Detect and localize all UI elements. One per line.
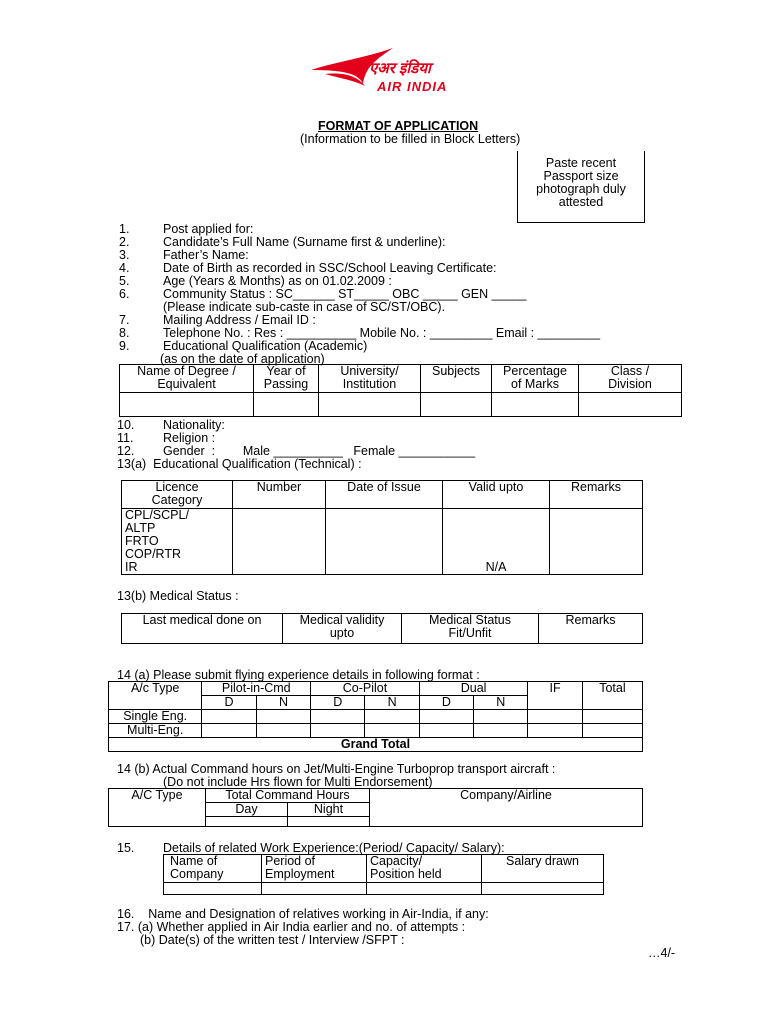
item-post-applied: Post applied for: [163, 222, 254, 236]
table-header: Medical Status Fit/Unfit [402, 614, 539, 644]
item-15: Details of related Work Experience:(Period/ Capacity/ Salary): [163, 841, 505, 855]
table-header: Name of Degree / Equivalent [120, 365, 254, 393]
table-cell: N/A [443, 509, 550, 575]
photo-box-line: attested [558, 195, 604, 209]
table-cell[interactable] [528, 710, 582, 724]
table-header: Class / Division [579, 365, 682, 393]
item-num: 9. [119, 339, 130, 353]
item-17b: (b) Date(s) of the written test / Interview /SFPT : [140, 933, 405, 947]
item-subcaste-note: (Please indicate sub-caste in case of SC/ST/OBC). [163, 300, 446, 314]
command-hours-table [108, 788, 643, 827]
table-cell[interactable] [579, 393, 682, 417]
page-title: FORMAT OF APPLICATION [318, 119, 479, 133]
table-header: Subjects [421, 365, 492, 393]
table-header: Capacity/ Position held [367, 855, 482, 883]
table-cell[interactable] [233, 509, 326, 575]
table-header: D [419, 696, 473, 710]
medical-table [121, 613, 643, 644]
item-num: 2. [119, 235, 130, 249]
air-india-logo [305, 40, 495, 100]
edu-table [119, 364, 682, 417]
photo-box [517, 151, 645, 223]
table-header: Day [206, 803, 288, 817]
table-cell[interactable] [582, 724, 642, 738]
item-religion: Religion : [163, 431, 216, 445]
table-cell: Single Eng. [109, 710, 202, 724]
table-cell[interactable] [326, 509, 443, 575]
table-header: Licence Category [122, 481, 233, 509]
table-header: N [474, 696, 528, 710]
table-header: Year of Passing [254, 365, 319, 393]
table-row [109, 682, 643, 696]
table-row [109, 710, 643, 724]
table-cell[interactable] [482, 883, 604, 895]
table-cell[interactable] [256, 710, 310, 724]
item-13a: 13(a) Educational Qualification (Technical) : [117, 457, 362, 471]
table-cell[interactable] [367, 883, 482, 895]
table-header: Co-Pilot [311, 682, 420, 696]
item-num: 11. [117, 431, 134, 445]
item-num: 8. [119, 326, 130, 340]
table-cell[interactable] [262, 883, 367, 895]
work-experience-table [163, 854, 604, 895]
table-header: Name of Company [164, 855, 262, 883]
item-17a: 17. (a) Whether applied in Air India earlier and no. of attempts : [117, 920, 466, 934]
item-14b-note: (Do not include Hrs flown for Multi Endorsement) [163, 775, 433, 789]
table-cell[interactable] [311, 724, 365, 738]
item-community: Community Status : SC______ ST_____ OBC _____ GEN _____ [163, 287, 527, 301]
table-row [120, 393, 682, 417]
item-num: 10. [117, 418, 135, 432]
table-cell[interactable] [206, 817, 288, 827]
table-header: Number [233, 481, 326, 509]
logo-english-text: AIR INDIA [377, 79, 448, 94]
table-cell[interactable] [365, 710, 419, 724]
table-cell[interactable] [419, 710, 473, 724]
table-row [122, 614, 643, 644]
item-num: 15. [117, 841, 135, 855]
item-num: 7. [119, 313, 130, 327]
item-address: Mailing Address / Email ID : [163, 313, 316, 327]
table-header: D [202, 696, 256, 710]
table-cell[interactable] [164, 883, 262, 895]
table-header: Night [288, 803, 370, 817]
page-subtitle: (Information to be filled in Block Letters) [300, 132, 521, 146]
table-cell[interactable] [120, 393, 254, 417]
grand-total-label: Grand Total [109, 738, 643, 752]
table-header: A/C Type [109, 789, 206, 827]
table-header: Remarks [539, 614, 643, 644]
table-cell[interactable] [492, 393, 579, 417]
item-edu-academic: Educational Qualification (Academic) [163, 339, 368, 353]
table-header: Period of Employment [262, 855, 367, 883]
table-row [122, 481, 643, 509]
photo-box-line: Passport size [543, 169, 619, 183]
table-header: University/ Institution [319, 365, 421, 393]
table-cell[interactable] [256, 724, 310, 738]
item-telephone: Telephone No. : Res : __________ Mobile No. : _________ Email : _________ [163, 326, 601, 340]
table-row [164, 855, 604, 883]
table-header: Last medical done on [122, 614, 283, 644]
item-father-name: Father’s Name: [163, 248, 249, 262]
table-cell[interactable] [421, 393, 492, 417]
item-num: 6. [119, 287, 130, 301]
table-header: Date of Issue [326, 481, 443, 509]
table-row [164, 883, 604, 895]
table-header: D [311, 696, 365, 710]
item-nationality: Nationality: [163, 418, 225, 432]
table-cell: CPL/SCPL/ ALTP FRTO COP/RTR IR [122, 509, 233, 575]
table-header: Dual [419, 682, 528, 696]
table-row [109, 724, 643, 738]
table-cell[interactable] [319, 393, 421, 417]
table-cell[interactable] [528, 724, 582, 738]
logo-hindi-text: एअर इंडिया [369, 60, 431, 77]
item-num: 12. [117, 444, 135, 458]
table-row [120, 365, 682, 393]
table-row [109, 789, 643, 803]
table-cell: Multi-Eng. [109, 724, 202, 738]
table-cell[interactable] [550, 509, 643, 575]
table-cell[interactable] [365, 724, 419, 738]
item-gender: Gender : Male __________ Female ___________ [163, 444, 476, 458]
page-number-marker: …4/- [648, 946, 676, 960]
item-16: 16. Name and Designation of relatives working in Air-India, if any: [117, 907, 489, 921]
table-row [109, 738, 643, 752]
table-cell[interactable] [311, 710, 365, 724]
table-cell[interactable] [202, 724, 256, 738]
edu-note: (as on the date of application) [160, 352, 325, 366]
table-header: Total [582, 682, 642, 710]
item-age: Age (Years & Months) as on 01.02.2009 : [163, 274, 392, 288]
flying-table [108, 681, 643, 752]
table-header: Total Command Hours [206, 789, 370, 803]
table-cell[interactable] [474, 724, 528, 738]
item-num: 1. [119, 222, 130, 236]
item-num: 3. [119, 248, 130, 262]
photo-box-line: Paste recent [545, 156, 617, 170]
item-14a: 14 (a) Please submit flying experience details in following format : [117, 668, 480, 682]
table-header: N [256, 696, 310, 710]
item-13b: 13(b) Medical Status : [117, 589, 239, 603]
table-cell[interactable] [202, 710, 256, 724]
table-cell[interactable] [254, 393, 319, 417]
table-header: IF [528, 682, 582, 710]
table-cell[interactable] [288, 817, 370, 827]
item-full-name: Candidate’s Full Name (Surname first & underline): [163, 235, 446, 249]
table-header: Medical validity upto [283, 614, 402, 644]
table-header: Valid upto [443, 481, 550, 509]
tech-table [121, 480, 643, 575]
table-cell[interactable] [419, 724, 473, 738]
table-header: Percentage of Marks [492, 365, 579, 393]
table-header: Salary drawn [482, 855, 604, 883]
table-cell[interactable] [582, 710, 642, 724]
table-header: Remarks [550, 481, 643, 509]
table-cell[interactable] [474, 710, 528, 724]
table-header: A/c Type [109, 682, 202, 710]
item-dob: Date of Birth as recorded in SSC/School Leaving Certificate: [163, 261, 497, 275]
photo-box-line: photograph duly [536, 182, 626, 196]
item-num: 4. [119, 261, 130, 275]
table-header: Pilot-in-Cmd [202, 682, 311, 696]
table-header: N [365, 696, 419, 710]
item-num: 5. [119, 274, 130, 288]
item-14b: 14 (b) Actual Command hours on Jet/Multi-Engine Turboprop transport aircraft : [117, 762, 556, 776]
table-header: Company/Airline [370, 789, 643, 827]
table-row [122, 509, 643, 575]
